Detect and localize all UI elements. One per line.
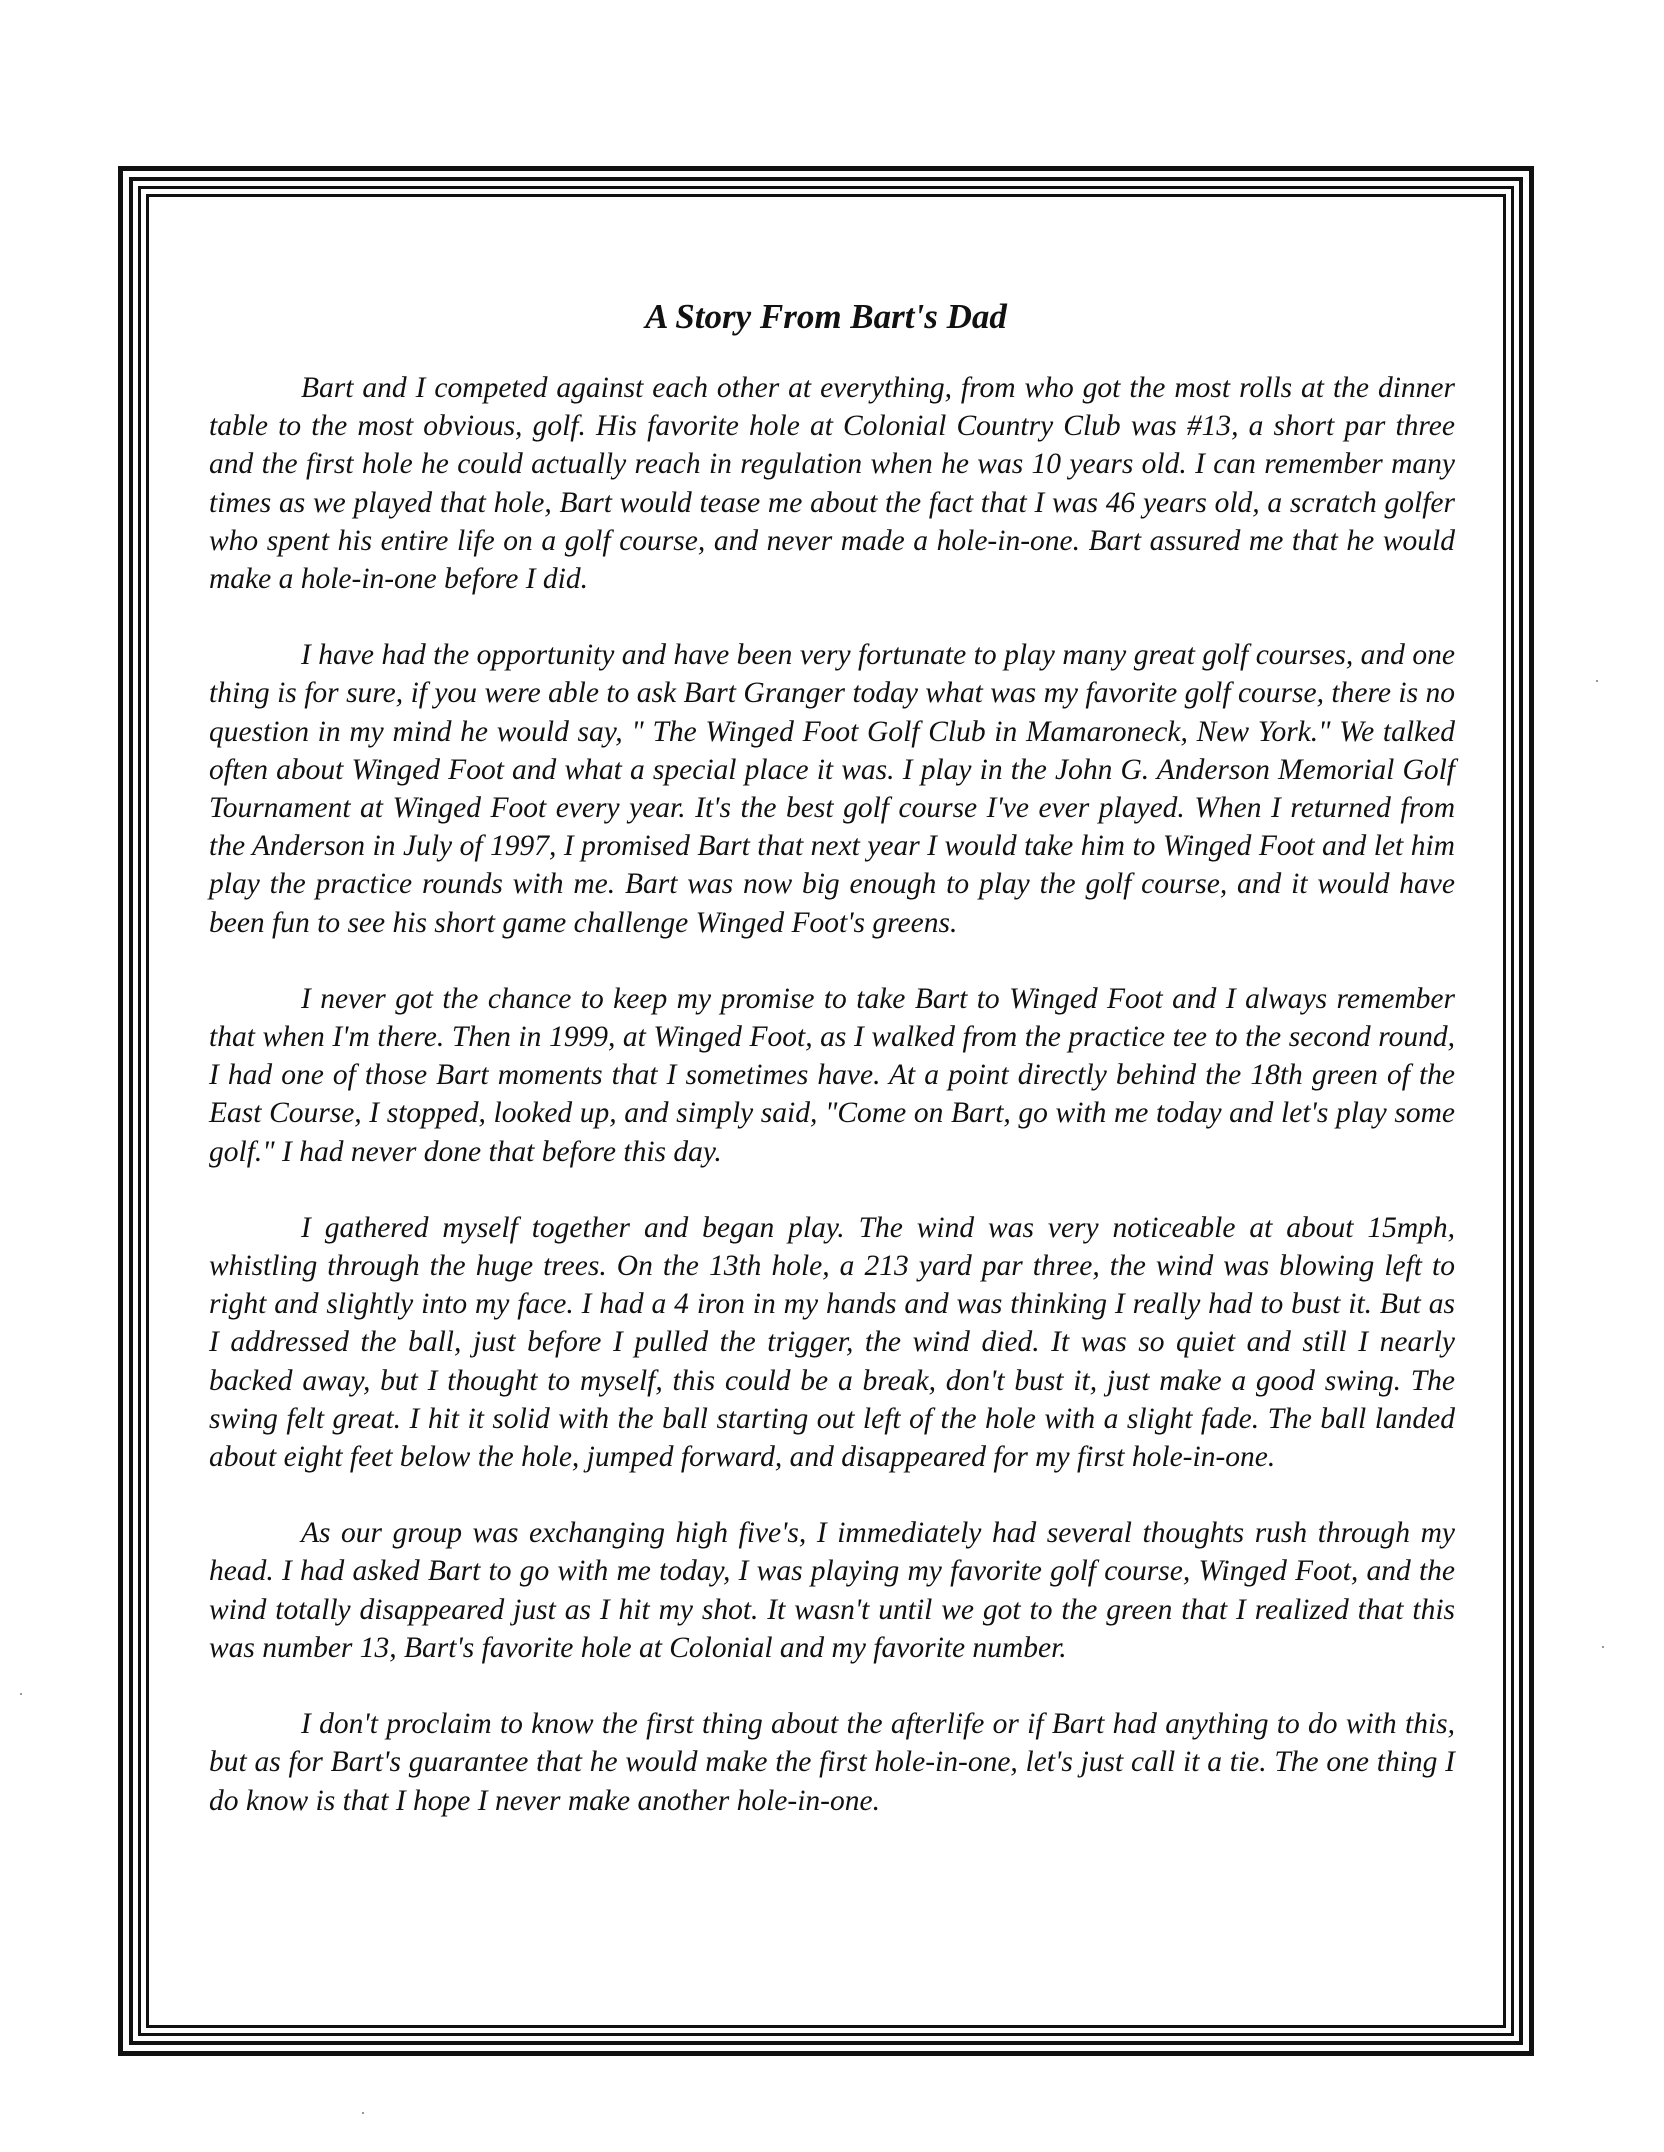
paragraph-5: As our group was exchanging high five's, I immediately had several thoughts rush through my head. I had asked Bart to go with me today, I was playing my favorite golf course, Winged Foot, and the wind totally disappeared just as I hit my shot. It wasn't until we got to the green that I realized that this was number 13, Bart's favorite hole at Colonial and my favorite number. — [209, 1517, 1455, 1664]
page-border — [118, 166, 1534, 2056]
page-border-inner-3 — [146, 194, 1506, 2028]
paragraph-1: Bart and I competed against each other at everything, from who got the most rolls at the dinner table to the most obvious, golf. His favorite hole at Colonial Country Club was #13, a short par three and the first hole he could actually reach in regulation when he was 10 years old. I can remember many times as we played that hole, Bart would tease me about the fact that I was 46 years old, a scratch golfer who spent his entire life on a golf course, and never made a hole-in-one. Bart assured me that he would make a hole-in-one before I did. — [209, 372, 1455, 596]
scan-speck — [20, 1693, 22, 1695]
page-border-inner-2 — [138, 186, 1514, 2036]
paragraph-4: I gathered myself together and began play. The wind was very noticeable at about 15mph, whistling through the huge trees. On the 13th hole, a 213 yard par three, the wind was blowing left to right and slightly into my face. I had a 4 iron in my hands and was thinking I really had to bust it. But as I addressed the ball, just before I pulled the trigger, the wind died. It was so quiet and still I nearly backed away, but I thought to myself, this could be a break, don't bust it, just make a good swing. The swing felt great. I hit it solid with the ball starting out left of the hole with a slight fade. The ball landed about eight feet below the hole, jumped forward, and disappeared for my first hole-in-one. — [209, 1211, 1455, 1474]
paragraph-2: I have had the opportunity and have been very fortunate to play many great golf courses, and one thing is for sure, if you were able to ask Bart Granger today what was my favorite golf course, there is no question in my mind he would say, " The Winged Foot Golf Club in Mamaroneck, New York." We talked often about Winged Foot and what a special place it was. I play in the John G. Anderson Memorial Golf Tournament at Winged Foot every year. It's the best golf course I've ever played. When I returned from the Anderson in July of 1997, I promised Bart that next year I would take him to Winged Foot and let him play the practice rounds with me. Bart was now big enough to play the golf course, and it would have been fun to see his short game challenge Winged Foot's greens. — [209, 639, 1455, 939]
paragraph-6: I don't proclaim to know the first thing about the afterlife or if Bart had anything to do with this, but as for Bart's guarantee that he would make the first hole-in-one, let's just call it a tie. The one thing I do know is that I hope I never make another hole-in-one. — [209, 1708, 1455, 1817]
paragraph-3: I never got the chance to keep my promise to take Bart to Winged Foot and I always remember that when I'm there. Then in 1999, at Winged Foot, as I walked from the practice tee to the second round, I had one of those Bart moments that I sometimes have. At a point directly behind the 18th green of the East Course, I stopped, looked up, and simply said, "Come on Bart, go with me today and let's play some golf." I had never done that before this day. — [209, 982, 1455, 1168]
document-body — [209, 369, 1455, 1820]
document-title: A Story From Bart's Dad — [645, 297, 1007, 336]
scan-speck — [362, 2112, 364, 2114]
scan-speck — [1602, 1646, 1604, 1648]
scan-speck — [1596, 680, 1598, 682]
page-border-inner-1 — [129, 177, 1523, 2045]
